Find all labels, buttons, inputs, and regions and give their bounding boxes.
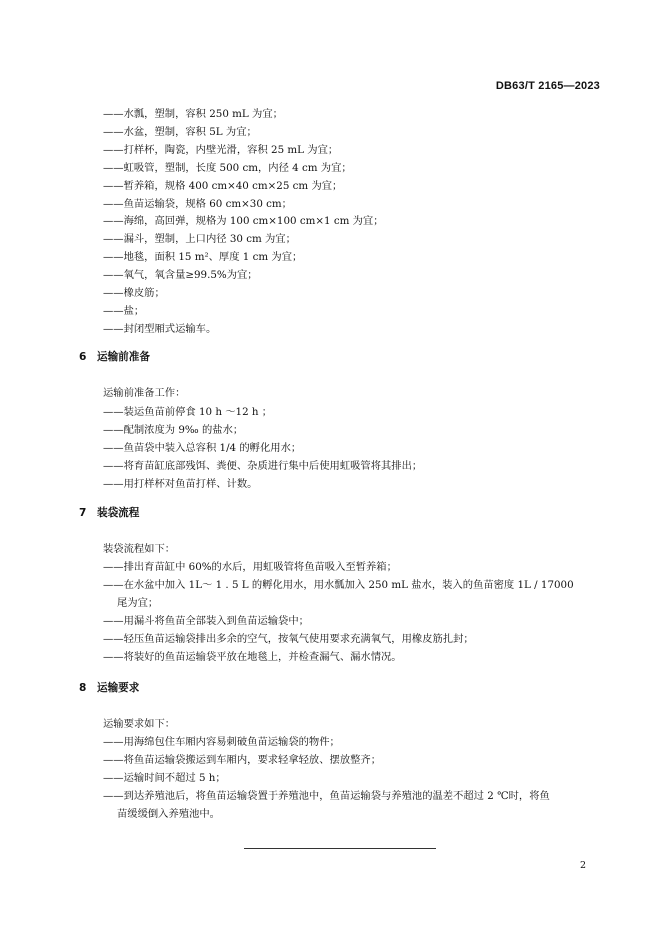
list-item: ——封闭型厢式运输车。 [103,323,217,335]
section-title: 运输要求 [97,682,140,694]
list-item: ——鱼苗运输袋，规格 60 cm×30 cm； [103,198,292,210]
list-item: ——盐； [103,305,145,317]
list-item: ——将育苗缸底部残饵、粪便、杂质进行集中后使用虹吸管将其排出； [103,460,423,472]
section-7-heading [79,506,139,520]
page-number: 2 [580,860,587,871]
section-intro: 运输要求如下： [103,718,176,730]
list-item: ——用打样杯对鱼苗打样、计数。 [103,478,258,490]
document-id-header: DB63/T 2165—2023 [495,80,600,92]
section-intro: 装袋流程如下： [103,543,176,555]
section-6-heading [79,350,150,364]
list-item-continuation: 苗缓缓倒入养殖池中。 [117,808,220,820]
list-item: ——水瓢，塑制，容积 250 mL 为宜； [103,108,283,120]
list-item: ——将鱼苗运输袋搬运到车厢内，要求轻拿轻放、摆放整齐； [103,754,382,766]
list-item: ——漏斗，塑制，上口内径 30 cm 为宜； [103,233,296,245]
list-item: ——地毯，面积 15 m²、厚度 1 cm 为宜； [103,251,303,263]
list-item: ——橡皮筋； [103,287,165,299]
list-item: ——打样杯，陶瓷，内壁光滑，容积 25 mL 为宜； [103,144,339,156]
section-number: 8 [79,682,87,694]
section-number: 7 [79,507,87,519]
list-item: ——在水盆中加入 1L～ 1 . 5 L 的孵化用水，用水瓢加入 250 mL 盐水，装入的鱼苗密度 1L / 17000 [103,579,574,591]
list-item: ——暂养箱，规格 400 cm×40 cm×25 cm 为宜； [103,180,343,192]
list-item: ——虹吸管，塑制，长度 500 cm，内径 4 cm 为宜； [103,162,352,174]
list-item: ——运输时间不超过 5 h； [103,772,226,784]
section-title: 运输前准备 [97,351,150,363]
list-item: ——海绵，高回弹，规格为 100 cm×100 cm×1 cm 为宜； [103,215,384,227]
list-item: ——到达养殖池后，将鱼苗运输袋置于养殖池中，鱼苗运输袋与养殖池的温差不超过 2 ℃时，将鱼 [103,790,550,802]
list-item: ——用漏斗将鱼苗全部装入到鱼苗运输袋中； [103,615,309,627]
section-8-heading [79,681,139,695]
list-item: ——排出育苗缸中 60%的水后，用虹吸管将鱼苗吸入至暂养箱； [103,561,397,573]
section-intro: 运输前准备工作： [103,387,186,399]
list-item: ——装运鱼苗前停食 10 h ～12 h ； [103,406,273,418]
list-item: ——配制浓度为 9‰ 的盐水； [103,424,244,436]
list-item: ——水盆，塑制，容积 5L 为宜； [103,126,257,138]
list-item: ——鱼苗袋中装入总容积 1/4 的孵化用水； [103,442,302,454]
list-item: ——氧气，氧含量≥99.5%为宜； [103,269,258,281]
list-item: ——用海绵包住车厢内容易刺破鱼苗运输袋的物件； [103,736,340,748]
section-title: 装袋流程 [97,507,140,519]
section-number: 6 [79,351,87,363]
list-item: ——将装好的鱼苗运输袋平放在地毯上，并检查漏气、漏水情况。 [103,651,402,663]
list-item: ——轻压鱼苗运输袋排出多余的空气，按氧气使用要求充满氧气，用橡皮筋扎封； [103,633,474,645]
list-item-continuation: 尾为宜； [117,597,159,609]
end-rule-divider [244,848,436,849]
